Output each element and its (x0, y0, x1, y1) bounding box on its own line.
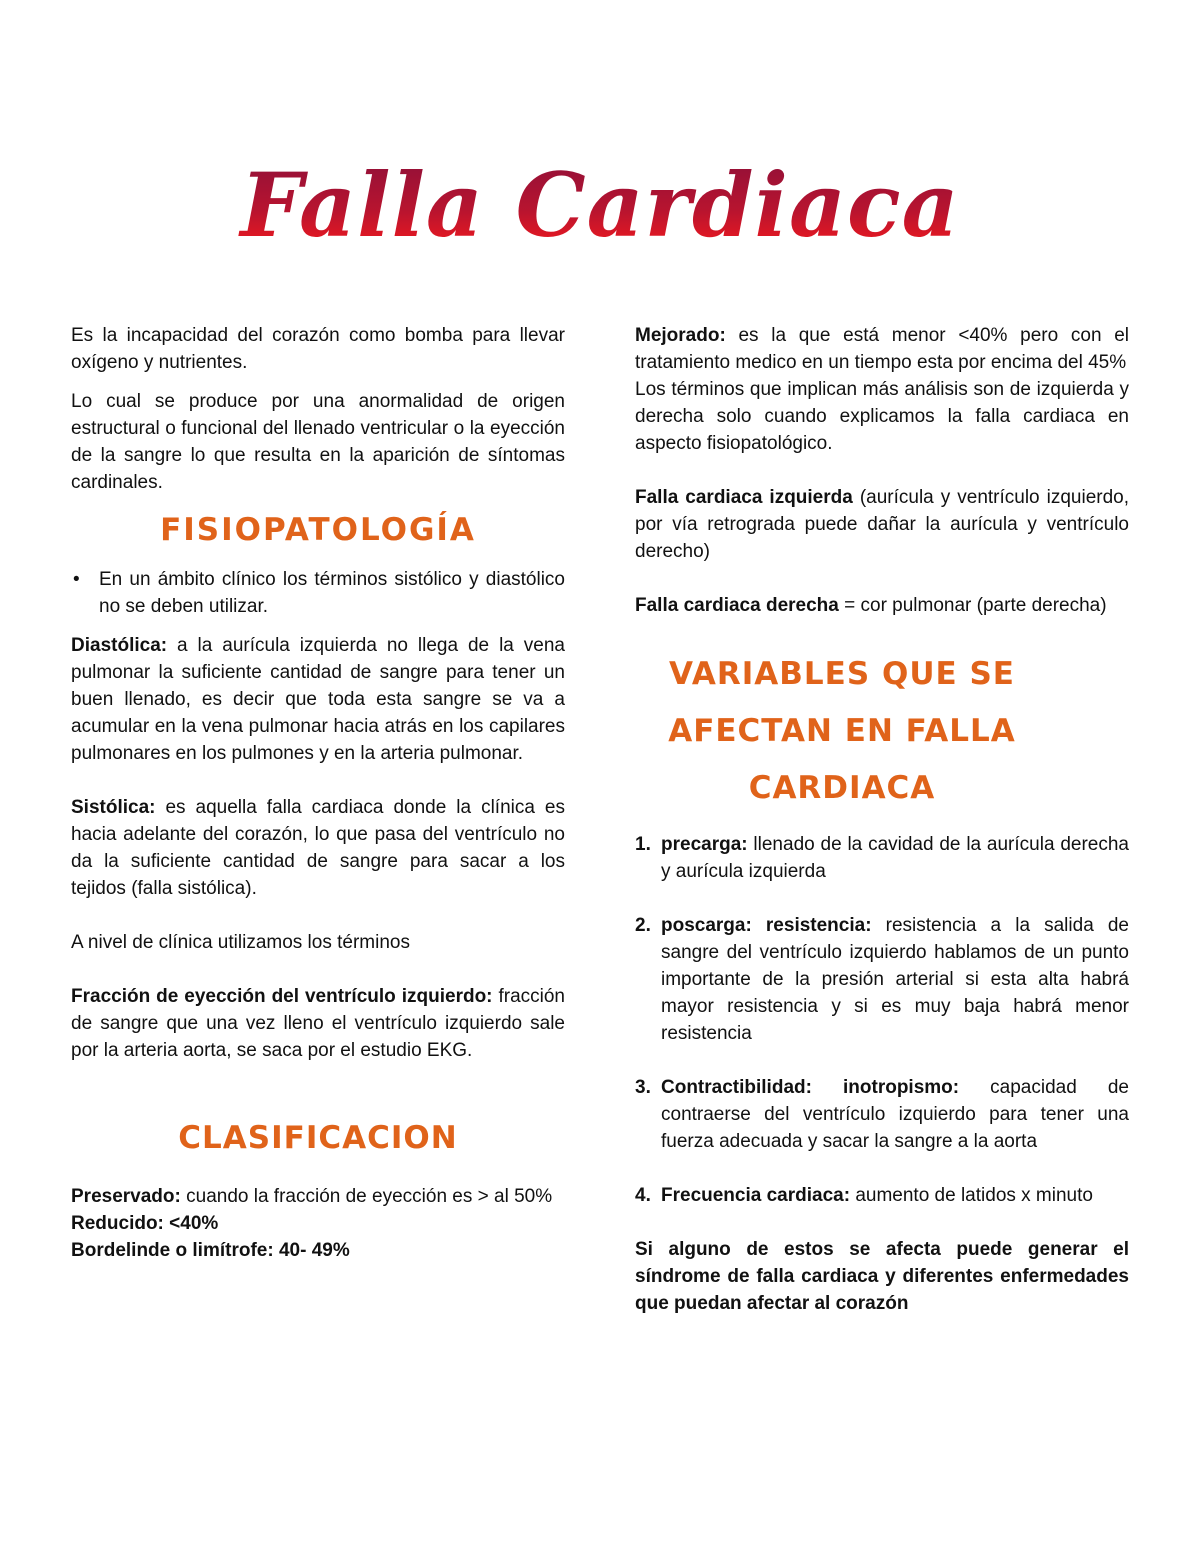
heading-variables-line-3: CARDIACA (748, 770, 936, 806)
item-number: 4. (635, 1185, 651, 1206)
heading-clasificacion: CLASIFICACION (178, 1120, 458, 1156)
reducido-text: <40% (163, 1213, 219, 1234)
item-text: resistencia a la salida de sangre del ventrículo izquierdo hablamos de un punto importante de la presión arterial si esta alta habrá mayor resistencia y si es muy baja habrá menor resistencia (661, 915, 1130, 1044)
right-column (635, 322, 1129, 1317)
reducido-paragraph (71, 1210, 565, 1237)
preservado-text: cuando la fracción de eyección es > al 50% (180, 1186, 553, 1207)
diastolica-label: Diastólica: (71, 635, 168, 656)
heading-variables-line-1: VARIABLES QUE SE (669, 656, 1015, 692)
mejorado-paragraph (635, 322, 1129, 376)
variables-list (635, 831, 1129, 1209)
item-label: Frecuencia cardiaca: (661, 1185, 851, 1206)
nivel-clinica-paragraph: A nivel de clínica utilizamos los términos (71, 932, 410, 953)
list-item (635, 1182, 1129, 1209)
item-text: llenado de la cavidad de la aurícula derecha y aurícula izquierda (661, 834, 1129, 882)
diastolica-text: a la aurícula izquierda no llega de la vena pulmonar la suficiente cantidad de sangre para tener un buen llenado, es decir que toda esta sangre se va a acumular en la vena pulmonar hacia atrás en los capilares pulmonares en los pulmones y en la arteria pulmonar. (71, 635, 565, 764)
item-number: 3. (635, 1077, 651, 1098)
item-text: capacidad de contraerse del ventrículo izquierdo para tener una fuerza adecuada y sacar la sangre a la aorta (661, 1077, 1129, 1152)
fraccion-label: Fracción de eyección del ventrículo izquierdo: (71, 986, 493, 1007)
conclusion-text: Si alguno de estos se afecta puede generar el síndrome de falla cardiaca y diferentes enfermedades que puedan afectar al corazón (635, 1239, 1129, 1314)
fraccion-text: fracción de sangre que una vez lleno el ventrículo izquierdo sale por la arteria aorta, se saca por el estudio EKG. (71, 986, 566, 1061)
intro-paragraph-1: Es la incapacidad del corazón como bomba para llevar oxígeno y nutrientes. (71, 325, 565, 373)
document-title: Falla Cardiaca (0, 150, 1200, 260)
heading-variables-line-2: AFECTAN EN FALLA (668, 713, 1016, 749)
item-number: 2. (635, 915, 651, 936)
reducido-label: Reducido: (71, 1213, 164, 1234)
mejorado-label: Mejorado: (635, 325, 726, 346)
bullet-icon: • (73, 569, 80, 590)
falla-derecha-paragraph (635, 592, 1129, 619)
falla-izquierda-label: Falla cardiaca izquierda (635, 487, 853, 508)
item-number: 1. (635, 834, 651, 855)
item-label: Contractibilidad: inotropismo: (661, 1077, 960, 1098)
heading-variables (635, 646, 1129, 817)
bordelinde-label: Bordelinde o limítrofe: (71, 1240, 274, 1261)
list-item (73, 566, 565, 620)
falla-izquierda-paragraph (635, 484, 1129, 565)
left-column (71, 322, 565, 1264)
item-label: precarga: (661, 834, 748, 855)
bullet-text: En un ámbito clínico los términos sistólico y diastólico no se deben utilizar. (99, 569, 565, 617)
falla-derecha-label: Falla cardiaca derecha (635, 595, 839, 616)
list-item (635, 912, 1129, 1047)
sistolica-label: Sistólica: (71, 797, 156, 818)
falla-derecha-text: = cor pulmonar (parte derecha) (838, 595, 1107, 616)
conclusion-paragraph (635, 1236, 1129, 1317)
bordelinde-text: 40- 49% (273, 1240, 350, 1261)
falla-izquierda-text: (aurícula y ventrículo izquierdo, por vía retrograda puede dañar la aurícula y ventrículo derecho) (635, 487, 1130, 562)
item-label: poscarga: resistencia: (661, 915, 872, 936)
sistolica-text: es aquella falla cardiaca donde la clínica es hacia adelante del corazón, lo que pasa del ventrículo no da la suficiente cantidad de sangre para sacar a los tejidos (falla sistólica). (71, 797, 565, 899)
heading-fisiopatologia: FISIOPATOLOGÍA (160, 512, 476, 548)
preservado-paragraph (71, 1183, 565, 1210)
fraccion-paragraph (71, 983, 565, 1064)
terminos-paragraph: Los términos que implican más análisis son de izquierda y derecha solo cuando explicamos la falla cardiaca en aspecto fisiopatológico. (635, 379, 1129, 454)
sistolica-paragraph (71, 794, 565, 902)
list-item (635, 1074, 1129, 1155)
list-item (635, 831, 1129, 885)
preservado-label: Preservado: (71, 1186, 181, 1207)
mejorado-text: es la que está menor <40% pero con el tratamiento medico en un tiempo esta por encima del 45% (635, 325, 1129, 373)
bullet-list (71, 566, 565, 620)
intro-paragraph-2: Lo cual se produce por una anormalidad de origen estructural o funcional del llenado ventricular o la eyección de la sangre lo que resulta en la aparición de síntomas cardinales. (71, 391, 565, 493)
bordelinde-paragraph (71, 1237, 565, 1264)
item-text: aumento de latidos x minuto (850, 1185, 1093, 1206)
diastolica-paragraph (71, 632, 565, 767)
